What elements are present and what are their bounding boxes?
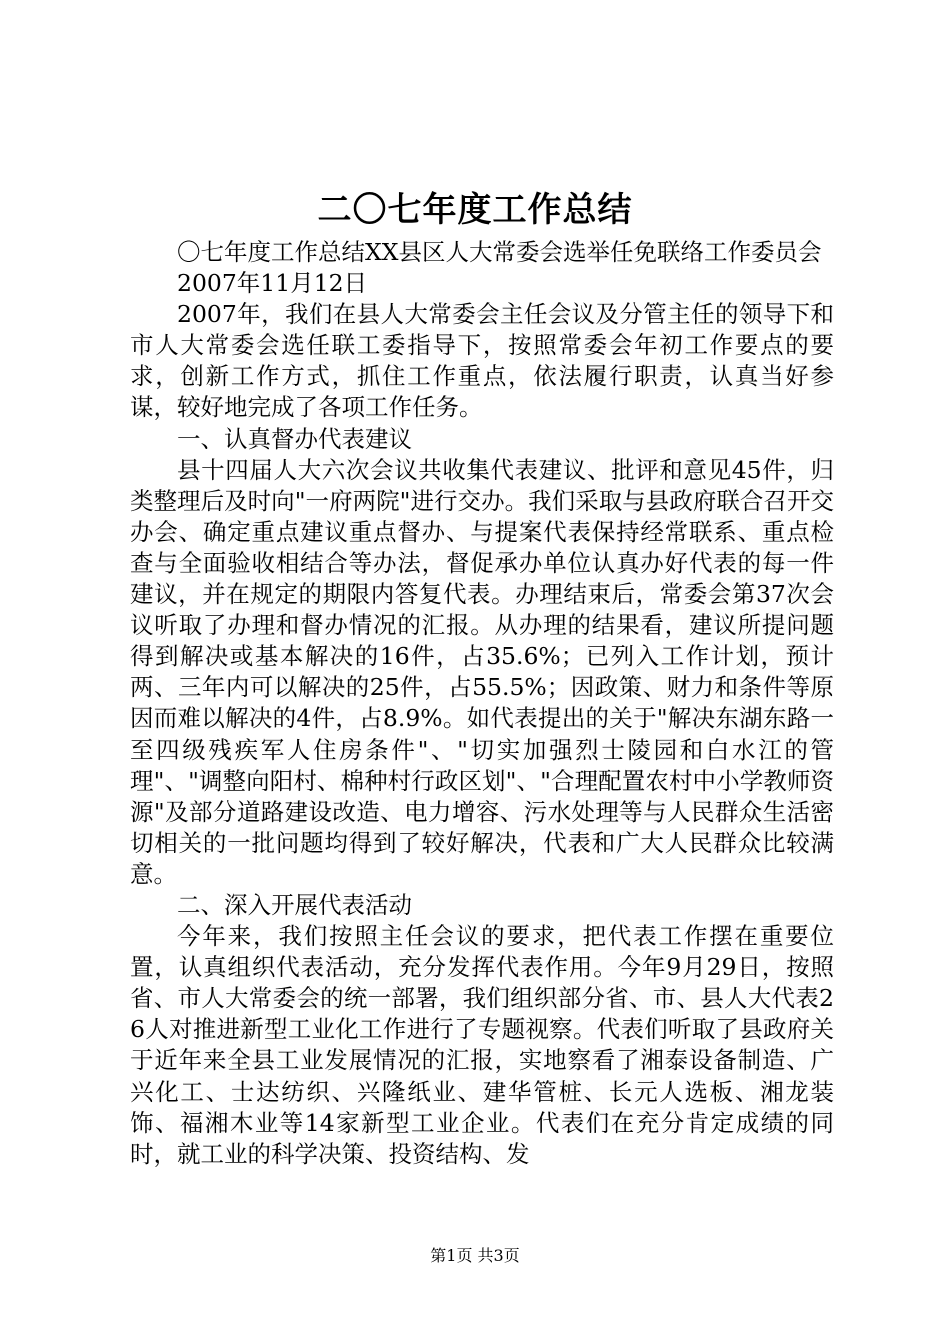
paragraph-section-1: 县十四届人大六次会议共收集代表建议、批评和意见45件，归类整理后及时向"一府两院"进行交办。我们采取与县政府联合召开交办会、确定重点建议重点督办、与提案代表保持经常联系、重点检查与全面验收相结合等办法，督促承办单位认真办好代表的每一件建议，并在规定的期限内答复代表。办理结束后，常委会第37次会议听取了办理和督办情况的汇报。从办理的结果看，建议所提问题得到解决或基本解决的16件，占35.6%；已列入工作计划，预计两、三年内可以解决的25件，占55.5%；因政策、财力和条件等原因而难以解决的4件，占8.9%。如代表提出的关于"解决东湖东路一至四级残疾军人住房条件"、"切实加强烈士陵园和白水江的管理"、"调整向阳村、棉种村行政区划"、"合理配置农村中小学教师资源"及部分道路建设改造、电力增容、污水处理等与人民群众生活密切相关的一批问题均得到了较好解决，代表和广大人民群众比较满意。	[130, 455, 834, 888]
section-heading-1: 一、认真督办代表建议	[177, 424, 412, 453]
document-body	[130, 237, 834, 1170]
paragraph-heading-org: 〇七年度工作总结XX县区人大常委会选举任免联络工作委员会	[177, 238, 822, 266]
section-heading-2: 二、深入开展代表活动	[177, 890, 412, 919]
page-number-footer: 第1页 共3页	[430, 1246, 520, 1265]
document-title: 二〇七年度工作总结	[317, 190, 633, 230]
paragraph-section-2: 今年来，我们按照主任会议的要求，把代表工作摆在重要位置，认真组织代表活动，充分发挥代表作用。今年9月29日，按照省、市人大常委会的统一部署，我们组织部分省、市、县人大代表26人对推进新型工业化工作进行了专题视察。代表们听取了县政府关于近年来全县工业发展情况的汇报，实地察看了湘泰设备制造、广兴化工、士达纺织、兴隆纸业、建华管桩、长元人选板、湘龙装饰、福湘木业等14家新型工业企业。代表们在充分肯定成绩的同时，就工业的科学决策、投资结构、发	[130, 922, 834, 1168]
paragraph-date: 2007年11月12日	[177, 269, 368, 298]
paragraph-intro: 2007年，我们在县人大常委会主任会议及分管主任的领导下和市人大常委会选任联工委指导下，按照常委会年初工作要点的要求，创新工作方式，抓住工作重点，依法履行职责，认真当好参谋，较好地完成了各项工作任务。	[130, 300, 834, 422]
